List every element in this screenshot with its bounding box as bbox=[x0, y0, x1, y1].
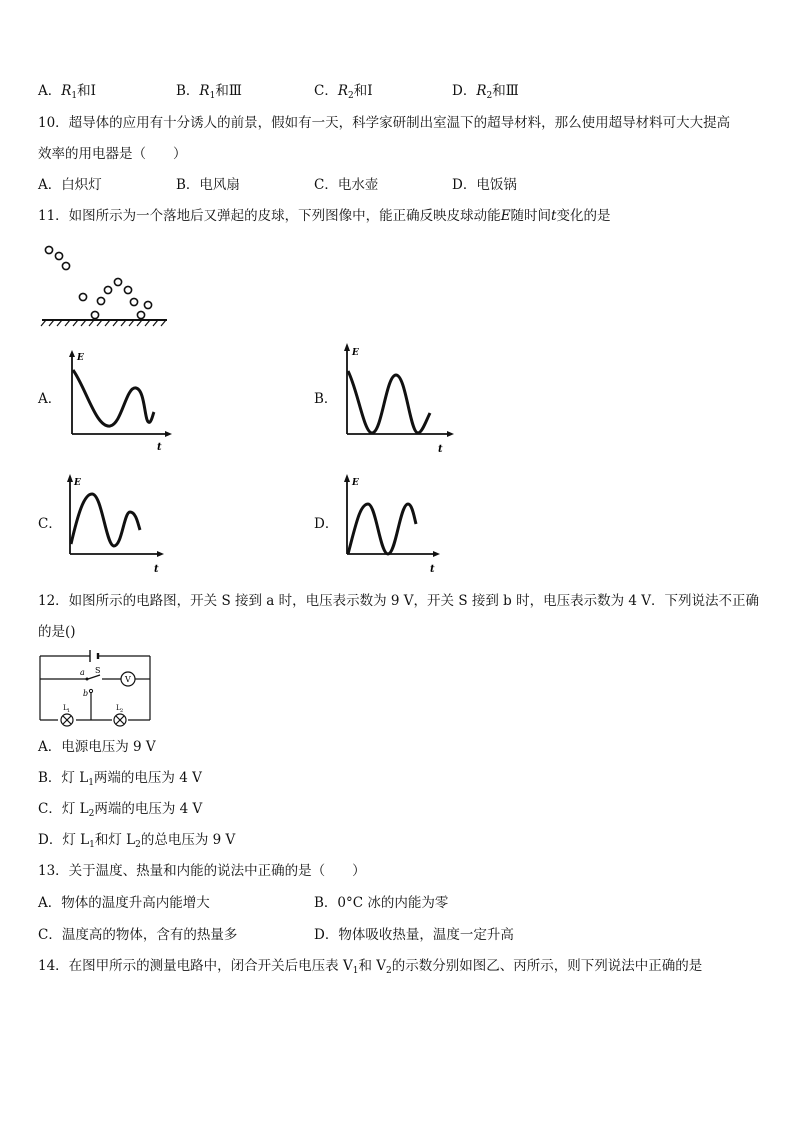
subscript: 1 bbox=[209, 91, 216, 101]
q12-option-b[interactable] bbox=[38, 769, 202, 792]
resistor-symbol: R bbox=[337, 83, 349, 99]
q12-stem-line1: 12．如图所示的电路图，开关 S 接到 a 时，电压表示数为 9 V，开关 S 接到 b 时，电压表示数为 4 V．下列说法不正确 bbox=[38, 593, 760, 609]
q12-option-a[interactable]: A．电源电压为 9 V bbox=[38, 739, 156, 755]
subscript: 2 bbox=[135, 840, 141, 850]
option-text: 和Ⅰ bbox=[353, 83, 373, 99]
stem-text: 11．如图所示为一个落地后又弹起的皮球，下列图像中，能正确反映皮球动能 bbox=[38, 208, 501, 224]
q11-option-c-label[interactable]: C． bbox=[38, 516, 62, 532]
stem-text: 随时间 bbox=[510, 208, 552, 224]
subscript: 2 bbox=[386, 966, 392, 976]
lamp-l1-sub: 1 bbox=[67, 708, 71, 714]
subscript: 2 bbox=[348, 91, 354, 101]
axis-label-t: t bbox=[157, 442, 162, 453]
q10-option-c[interactable]: C．电水壶 bbox=[314, 177, 379, 193]
option-text: 和Ⅲ bbox=[492, 83, 519, 99]
q13-stem: 13．关于温度、热量和内能的说法中正确的是（ ） bbox=[38, 863, 366, 879]
q13-option-b[interactable]: B．0°C 冰的内能为零 bbox=[314, 895, 449, 911]
q11-option-a-label[interactable]: A． bbox=[38, 391, 62, 407]
q9-option-b[interactable] bbox=[176, 82, 242, 105]
energy-curve bbox=[73, 370, 154, 426]
subscript: 1 bbox=[352, 966, 359, 976]
resistor-symbol: R bbox=[476, 83, 487, 99]
subscript: 1 bbox=[89, 840, 95, 850]
x-axis-arrow bbox=[165, 431, 172, 437]
resistor-symbol: R bbox=[61, 83, 72, 99]
option-text: 的总电压为 9 V bbox=[140, 832, 236, 848]
q11-option-d-label[interactable]: D． bbox=[314, 516, 339, 532]
y-axis-arrow bbox=[344, 343, 350, 351]
terminal-a-label: a bbox=[80, 668, 85, 677]
axis-label-e: E bbox=[77, 353, 84, 363]
stem-text: 和 V bbox=[358, 958, 386, 974]
subscript: 2 bbox=[88, 809, 95, 819]
y-axis-arrow bbox=[67, 474, 73, 482]
subscript: 1 bbox=[88, 778, 94, 788]
x-axis-arrow bbox=[157, 551, 164, 557]
lamp-l2-icon bbox=[114, 714, 126, 726]
q9-option-a[interactable] bbox=[38, 82, 96, 105]
bouncing-ball-illustration bbox=[38, 238, 173, 328]
x-axis-arrow bbox=[447, 431, 454, 437]
stem-text: 14．在图甲所示的测量电路中，闭合开关后电压表 V bbox=[38, 958, 353, 974]
energy-symbol: E bbox=[500, 208, 511, 224]
option-letter: C． bbox=[314, 83, 338, 99]
axis-label-t: t bbox=[438, 444, 443, 455]
x-axis-arrow bbox=[433, 551, 440, 557]
option-text: 两端的电压为 4 V bbox=[94, 801, 203, 817]
q13-option-c[interactable]: C．温度高的物体，含有的热量多 bbox=[38, 927, 238, 943]
voltmeter-label: V bbox=[125, 675, 131, 684]
switch-label: S bbox=[95, 666, 101, 675]
q13-option-d[interactable]: D．物体吸收热量，温度一定升高 bbox=[314, 927, 514, 943]
q10-option-b[interactable]: B．电风扇 bbox=[176, 177, 240, 193]
subscript: 1 bbox=[71, 91, 78, 101]
q11-graph-c[interactable] bbox=[64, 474, 172, 575]
option-letter: D． bbox=[452, 83, 477, 99]
q12-stem-line2: 的是() bbox=[38, 624, 76, 640]
q11-graph-b[interactable] bbox=[342, 343, 460, 455]
option-text: 和Ⅰ bbox=[77, 83, 96, 99]
y-axis-arrow bbox=[344, 474, 350, 482]
option-text: C．灯 L bbox=[38, 801, 89, 817]
q11-stem bbox=[38, 207, 610, 225]
axis-label-t: t bbox=[154, 564, 159, 575]
stem-text: 的示数分别如图乙、丙所示，则下列说法中正确的是 bbox=[391, 958, 703, 974]
q10-option-d[interactable]: D．电饭锅 bbox=[452, 177, 517, 193]
terminal-b-label: b bbox=[83, 689, 89, 698]
q9-option-d[interactable] bbox=[452, 82, 519, 105]
lamp-l2-label: L bbox=[116, 704, 121, 712]
option-text: D．灯 L bbox=[38, 832, 90, 848]
q12-circuit-diagram bbox=[36, 648, 154, 726]
switch-terminal-a bbox=[86, 678, 89, 681]
lamp-l1-icon bbox=[61, 714, 73, 726]
q10-option-a[interactable]: A．白炽灯 bbox=[38, 177, 102, 193]
axis-label-e: E bbox=[74, 478, 81, 488]
axis-label-e: E bbox=[352, 478, 359, 488]
lamp-l2-sub: 2 bbox=[120, 708, 124, 714]
option-text: 和灯 L bbox=[94, 832, 136, 848]
q9-option-c[interactable] bbox=[314, 82, 373, 105]
resistor-symbol: R bbox=[199, 83, 210, 99]
q10-stem-line2: 效率的用电器是（ ） bbox=[38, 146, 187, 162]
option-letter: A． bbox=[38, 83, 62, 99]
q13-option-a[interactable]: A．物体的温度升高内能增大 bbox=[38, 895, 210, 911]
q10-stem-line1: 10．超导体的应用有十分诱人的前景，假如有一天，科学家研制出室温下的超导材料，那么使用超导材料可大大提高 bbox=[38, 115, 731, 131]
lamp-l1-label: L bbox=[63, 704, 68, 712]
y-axis-arrow bbox=[69, 350, 75, 357]
q12-option-c[interactable] bbox=[38, 800, 202, 823]
q11-graph-d[interactable] bbox=[342, 474, 446, 575]
option-text: B．灯 L bbox=[38, 770, 89, 786]
energy-curve bbox=[348, 504, 416, 554]
time-symbol: t bbox=[551, 208, 557, 224]
subscript: 2 bbox=[486, 91, 493, 101]
stem-text: 变化的是 bbox=[556, 208, 611, 224]
q12-option-d[interactable] bbox=[38, 831, 235, 854]
q11-graph-a[interactable] bbox=[66, 350, 176, 453]
axis-label-t: t bbox=[430, 564, 435, 575]
q14-stem bbox=[38, 957, 702, 980]
energy-curve bbox=[348, 371, 430, 433]
switch-terminal-b bbox=[89, 689, 92, 692]
q11-option-b-label[interactable]: B． bbox=[314, 391, 338, 407]
axis-label-e: E bbox=[352, 348, 359, 358]
option-text: 和Ⅲ bbox=[215, 83, 242, 99]
option-text: 两端的电压为 4 V bbox=[93, 770, 202, 786]
energy-curve bbox=[71, 494, 140, 546]
option-letter: B． bbox=[176, 83, 200, 99]
